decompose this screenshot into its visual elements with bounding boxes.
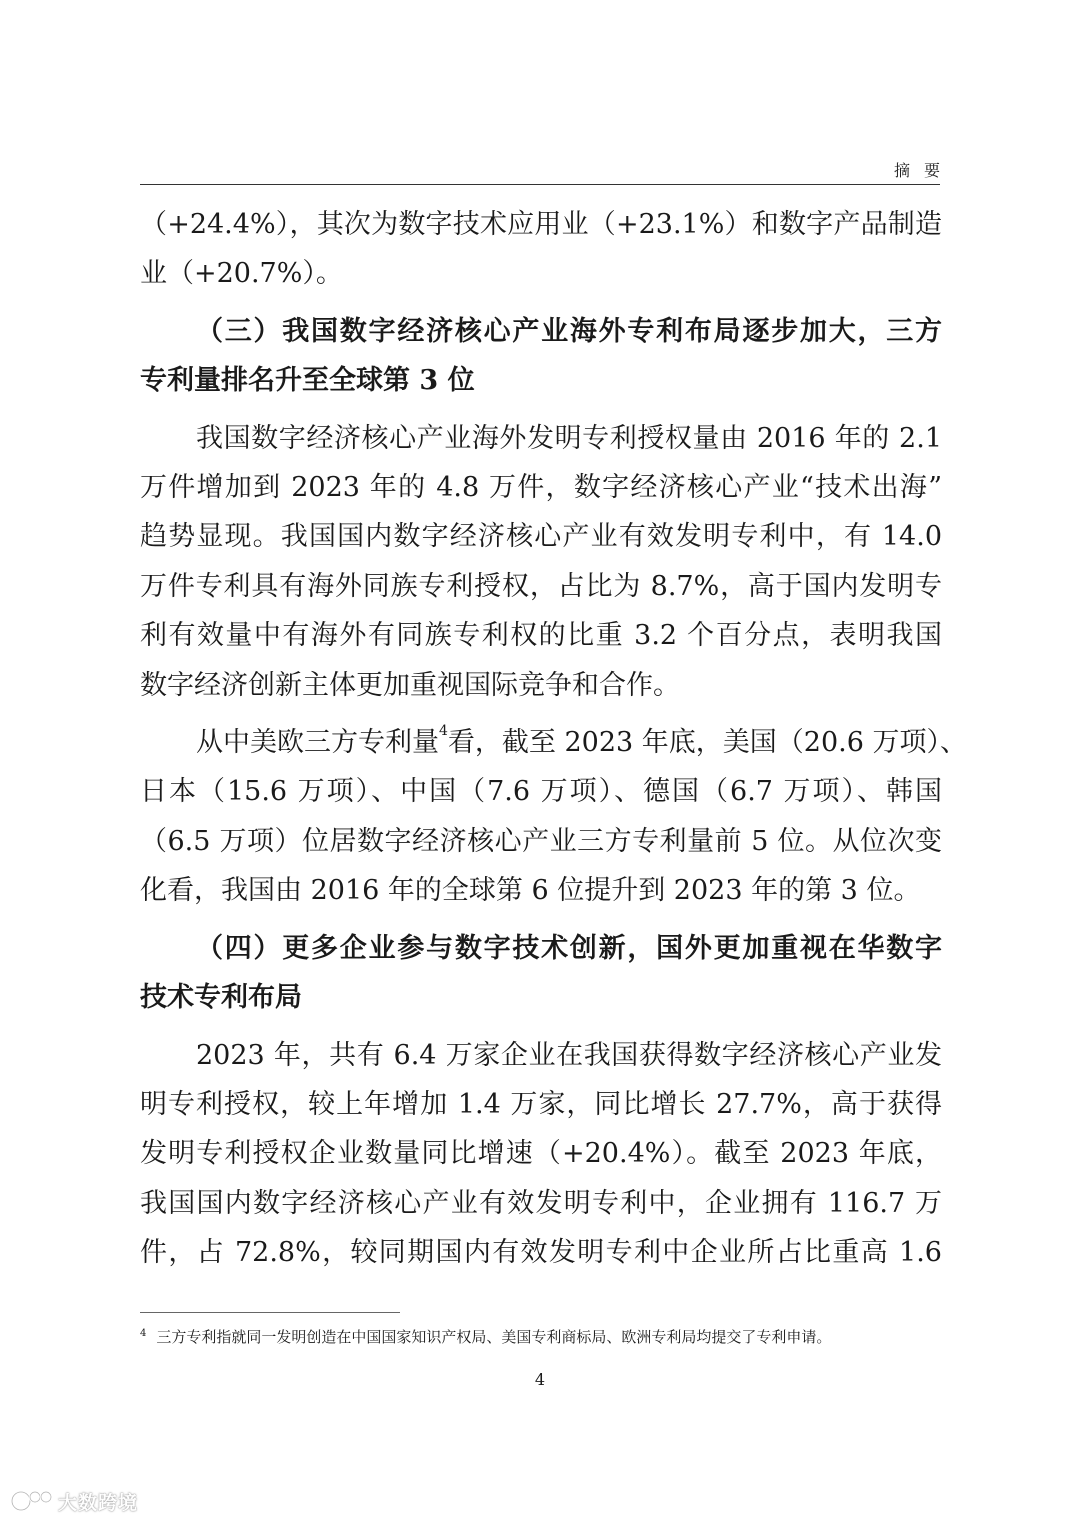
text-line: 化看，我国由 2016 年的全球第 6 位提升到 2023 年的第 3 位。 <box>140 875 921 907</box>
section-heading-3 <box>140 307 942 406</box>
footnote-ref: 4 <box>439 723 448 740</box>
text-line: 2023 年，共有 6.4 万家企业在我国获得数字经济核心产业发 <box>196 1039 942 1071</box>
text-line: 利有效量中有海外有同族专利权的比重 3.2 个百分点，表明我国 <box>140 620 942 652</box>
text-line: 业（+20.7%）。 <box>140 258 343 290</box>
text-line: 日本（15.6 万项）、中国（7.6 万项）、德国（6.7 万项）、韩国 <box>140 776 942 808</box>
section-heading-4 <box>140 924 942 1023</box>
watermark-logo-icon <box>10 1486 56 1516</box>
document-body <box>140 200 967 1286</box>
page-number: 4 <box>534 1370 546 1389</box>
text-line: 趋势显现。我国国内数字经济核心产业有效发明专利中，有 14.0 <box>140 521 942 553</box>
footnote-rule <box>140 1312 400 1313</box>
header-rule <box>140 184 940 185</box>
heading-line: 技术专利布局 <box>140 982 302 1014</box>
text-line: 我国数字经济核心产业海外发明专利授权量由 2016 年的 2.1 <box>196 422 942 454</box>
text-line: （6.5 万项）位居数字经济核心产业三方专利量前 5 位。从位次变 <box>140 825 942 857</box>
paragraph-continuation <box>140 200 942 299</box>
text-line: 万件增加到 2023 年的 4.8 万件，数字经济核心产业“技术出海” <box>140 472 942 504</box>
heading-line: （四）更多企业参与数字技术创新，国外更加重视在华数字 <box>196 932 942 964</box>
text-line: 我国国内数字经济核心产业有效发明专利中，企业拥有 116.7 万 <box>140 1187 942 1219</box>
text-line: 数字经济创新主体更加重视国际竞争和合作。 <box>140 669 680 701</box>
watermark <box>10 1486 150 1516</box>
heading-line: （三）我国数字经济核心产业海外专利布局逐步加大，三方 <box>196 315 942 347</box>
text-line: 发明专利授权企业数量同比增速（+20.4%）。截至 2023 年底， <box>140 1138 942 1170</box>
text-line: 万件专利具有海外同族专利授权，占比为 8.7%，高于国内发明专 <box>140 570 942 602</box>
watermark-text: 大数跨境 <box>58 1492 139 1514</box>
heading-line: 专利量排名升至全球第 3 位 <box>140 365 475 397</box>
paragraph-overseas-patents <box>140 414 942 710</box>
paragraph-enterprises <box>140 1031 942 1278</box>
page-header <box>140 158 954 184</box>
text-segment: 看，截至 2023 年底，美国（20.6 万项）、 <box>447 727 967 759</box>
text-line <box>140 718 967 767</box>
paragraph-triadic-patents <box>140 718 967 916</box>
footnote <box>140 1326 831 1347</box>
text-line: （+24.4%），其次为数字技术应用业（+23.1%）和数字产品制造 <box>140 209 942 240</box>
footnote-mark: 4 <box>140 1328 147 1339</box>
text-segment: 从中美欧三方专利量 <box>196 727 439 759</box>
text-line: 明专利授权，较上年增加 1.4 万家，同比增长 27.7%，高于获得 <box>140 1088 942 1120</box>
footnote-text: 三方专利指就同一发明创造在中国国家知识产权局、美国专利商标局、欧洲专利局均提交了专利申请。 <box>156 1328 832 1346</box>
header-title: 摘要 <box>893 161 954 180</box>
text-line: 件，占 72.8%，较同期国内有效发明专利中企业所占比重高 1.6 <box>140 1237 942 1269</box>
